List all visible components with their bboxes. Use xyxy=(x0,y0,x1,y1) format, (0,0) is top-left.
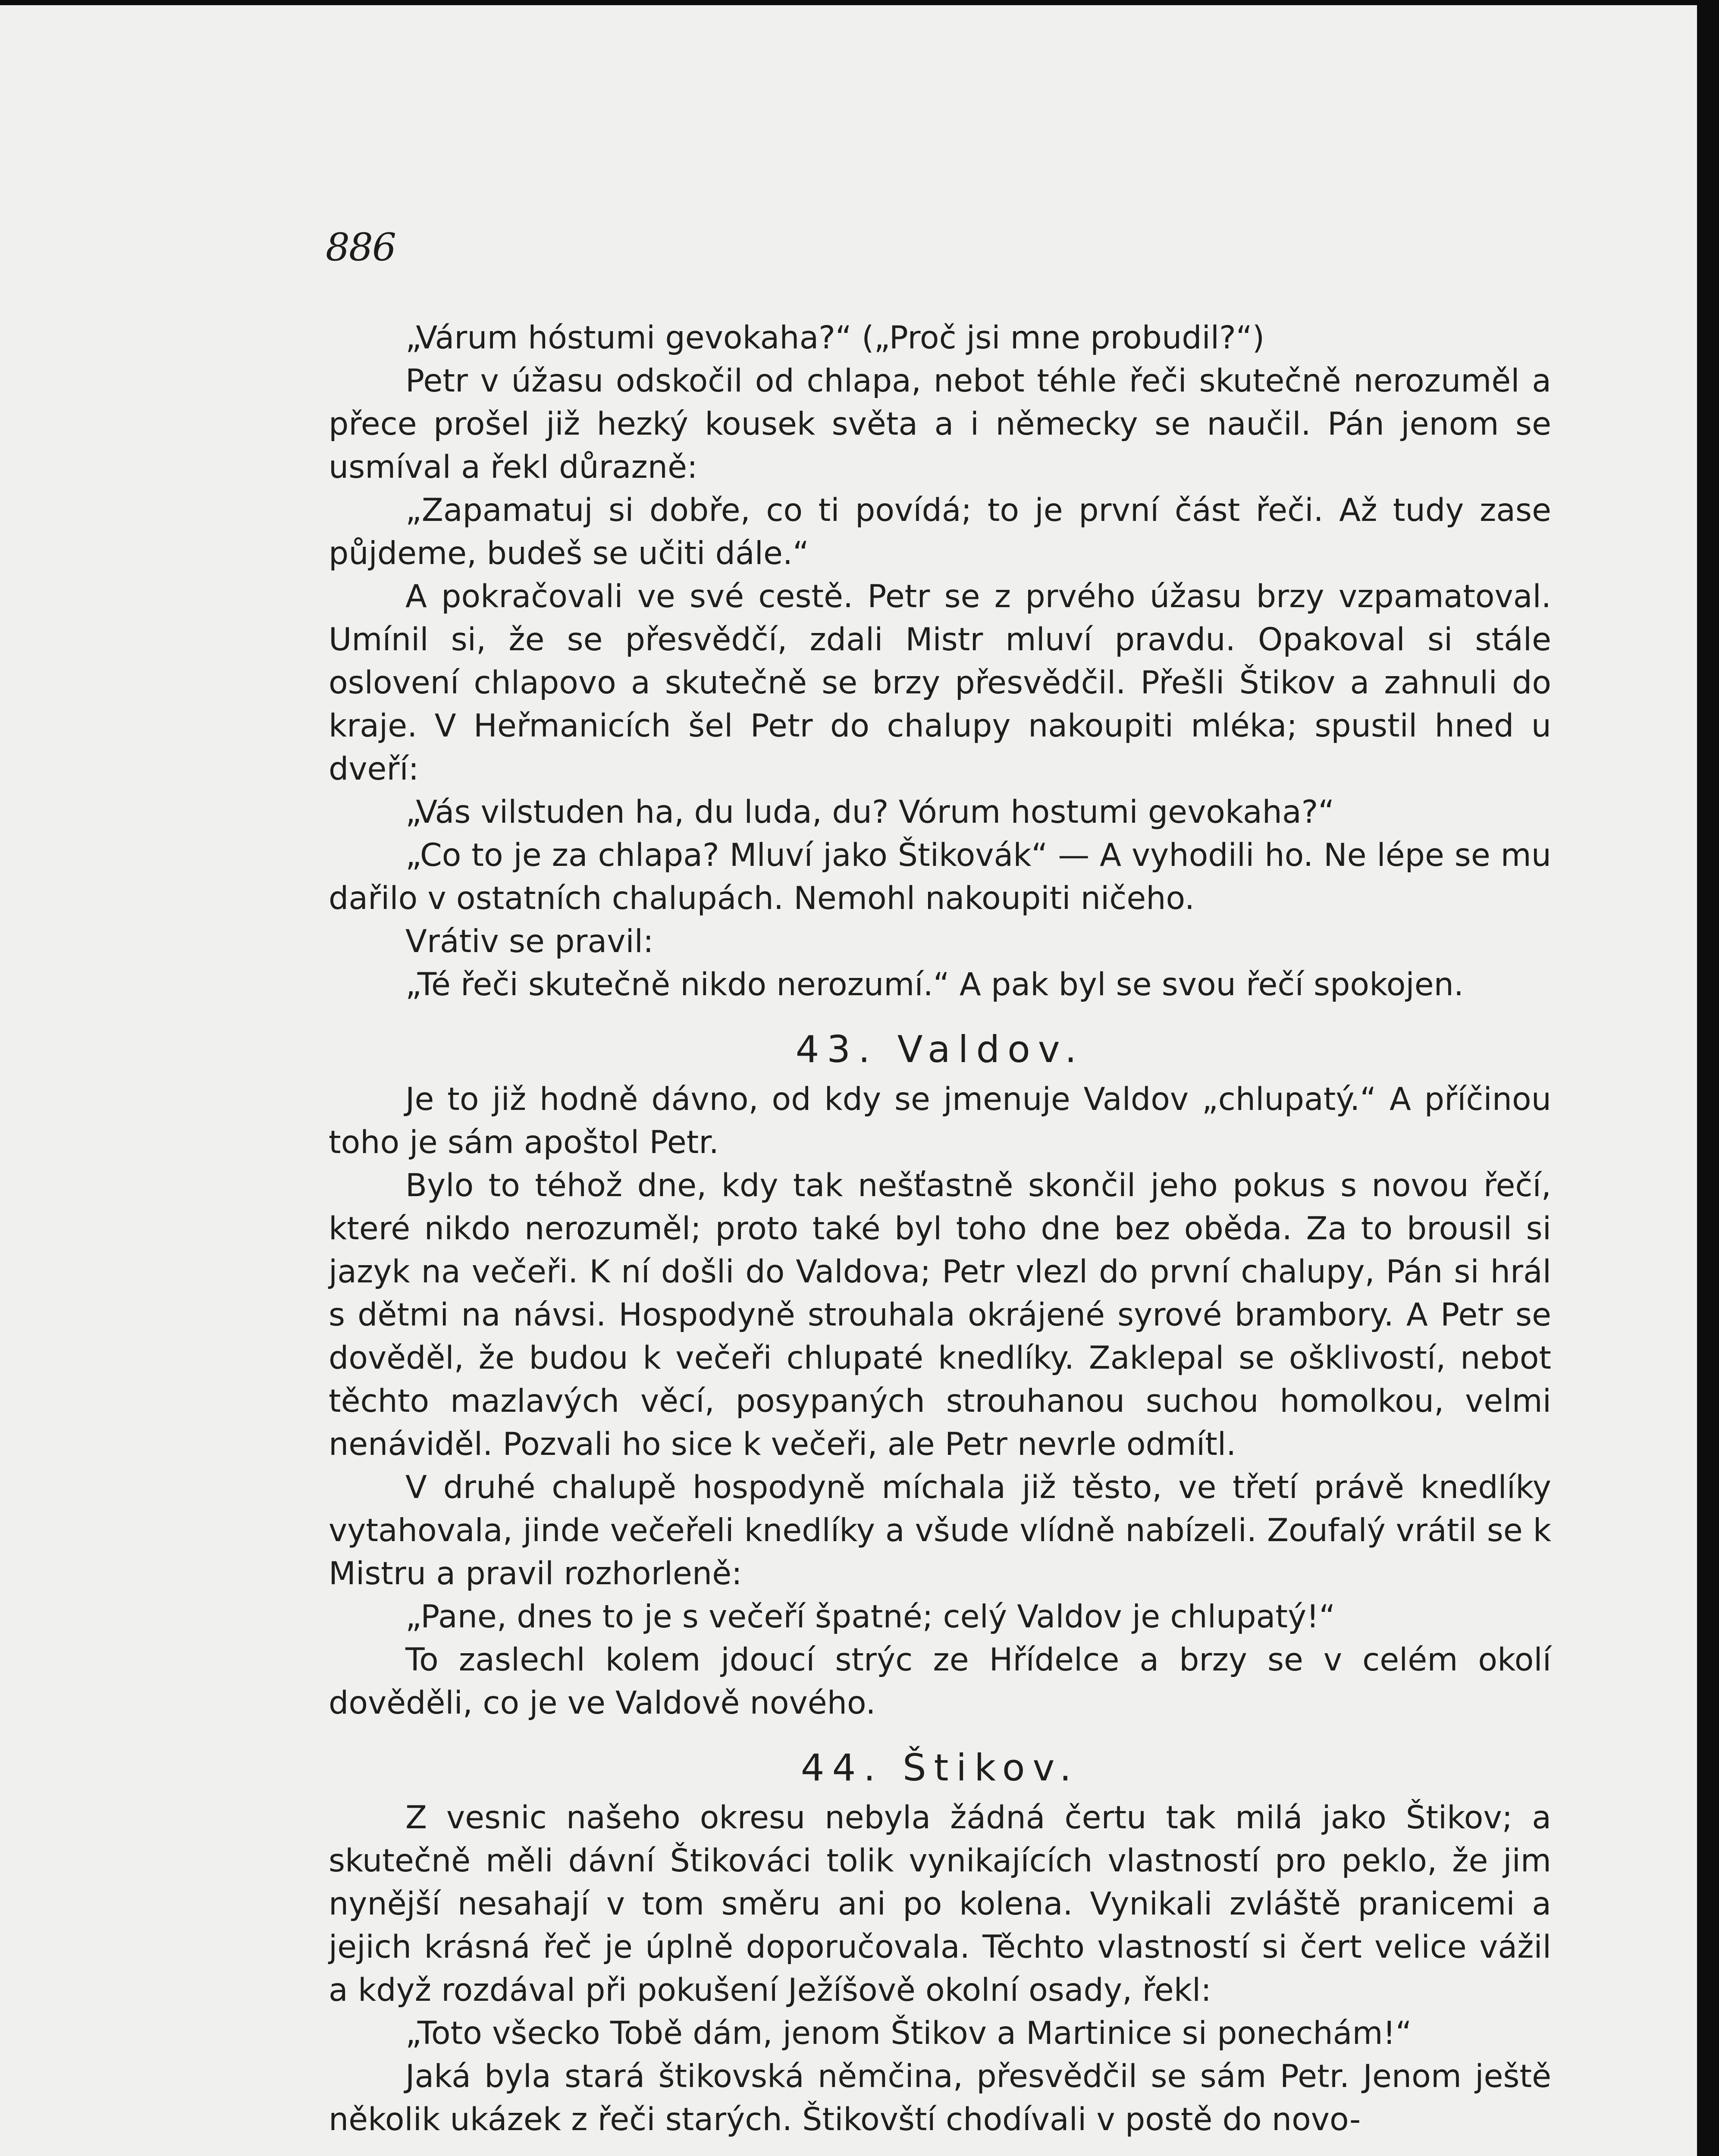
paragraph: „Co to je za chlapa? Mluví jako Štikovák“ — A vyhodili ho. Ne lépe se mu dařilo v ostatních chalupách. Nemohl nakoupiti ničeho. xyxy=(329,837,1551,917)
text-body xyxy=(329,317,1551,2141)
paragraph: V druhé chalupě hospodyně míchala již těsto, ve třetí právě knedlíky vytahovala, jinde večeřeli knedlíky a všude vlídně nabízeli. Zoufalý vrátil se k Mistru a pravil rozhorleně: xyxy=(329,1469,1551,1592)
book-page xyxy=(0,5,1697,2156)
paragraph: „Vás vilstuden ha, du luda, du? Vórum hostumi gevokaha?“ xyxy=(405,794,1335,830)
paragraph: Bylo to téhož dne, kdy tak nešťastně skončil jeho pokus s novou řečí, které nikdo nerozuměl; proto také byl toho dne bez oběda. Za to brousil si jazyk na večeři. K ní došli do Valdova; Petr vlezl do první chalupy, Pán si hrál s dětmi na návsi. Hospodyně strouhala okrájené syrové brambory. A Petr se dověděl, že budou k večeři chlupaté knedlíky. Zaklepal se ošklivostí, nebot těchto mazlavých věcí, posypaných strouhanou suchou homolkou, velmi nenáviděl. Pozvali ho sice k večeři, ale Petr nevrle odmítl. xyxy=(329,1167,1551,1463)
section-heading: 43. Valdov. xyxy=(795,1028,1085,1071)
paragraph: „Toto všecko Tobě dám, jenom Štikov a Martinice si ponechám!“ xyxy=(405,2015,1412,2052)
paragraph: To zaslechl kolem jdoucí strýc ze Hřídelce a brzy se v celém okolí dověděli, co je ve Valdově nového. xyxy=(329,1642,1551,1721)
paragraph: Z vesnic našeho okresu nebyla žádná čertu tak milá jako Štikov; a skutečně měli dávní Štikováci tolik vynikajících vlastností pro peklo, že jim nynější nesahají v tom směru ani po kolena. Vynikali zvláště pranicemi a jejich krásná řeč je úplně doporučovala. Těchto vlastností si čert velice vážil a když rozdával při pokušení Ježíšově okolní osady, řekl: xyxy=(329,1799,1551,2009)
paragraph: Petr v úžasu odskočil od chlapa, nebot téhle řeči skutečně nerozuměl a přece prošel již hezký kousek světa a i německy se naučil. Pán jenom se usmíval a řekl důrazně: xyxy=(329,363,1551,486)
paragraph: Jaká byla stará štikovská němčina, přesvědčil se sám Petr. Jenom ještě několik ukázek z řeči starých. Štikovští chodívali v postě do novo- xyxy=(329,2058,1551,2138)
section-heading: 44. Štikov. xyxy=(800,1746,1079,1789)
paragraph: A pokračovali ve své cestě. Petr se z prvého úžasu brzy vzpamatoval. Umínil si, že se přesvědčí, zdali Mistr mluví pravdu. Opakoval si stále oslovení chlapovo a skutečně se brzy přesvědčil. Přešli Štikov a zahnuli do kraje. V Heřmanicích šel Petr do chalupy nakoupiti mléka; spustil hned u dveří: xyxy=(329,578,1551,787)
page-number: 886 xyxy=(326,225,395,270)
paragraph: „Várum hóstumi gevokaha?“ („Proč jsi mne probudil?“) xyxy=(405,320,1265,356)
paragraph: „Zapamatuj si dobře, co ti povídá; to je první část řeči. Až tudy zase půjdeme, budeš se učiti dále.“ xyxy=(329,492,1551,572)
paragraph: „Pane, dnes to je s večeří špatné; celý Valdov je chlupatý!“ xyxy=(405,1598,1336,1635)
paragraph: „Té řeči skutečně nikdo nerozumí.“ A pak byl se svou řečí spokojen. xyxy=(405,966,1464,1003)
paragraph: Vrátiv se pravil: xyxy=(405,923,654,960)
paragraph: Je to již hodně dávno, od kdy se jmenuje Valdov „chlupatý.“ A příčinou toho je sám apoštol Petr. xyxy=(329,1081,1551,1161)
